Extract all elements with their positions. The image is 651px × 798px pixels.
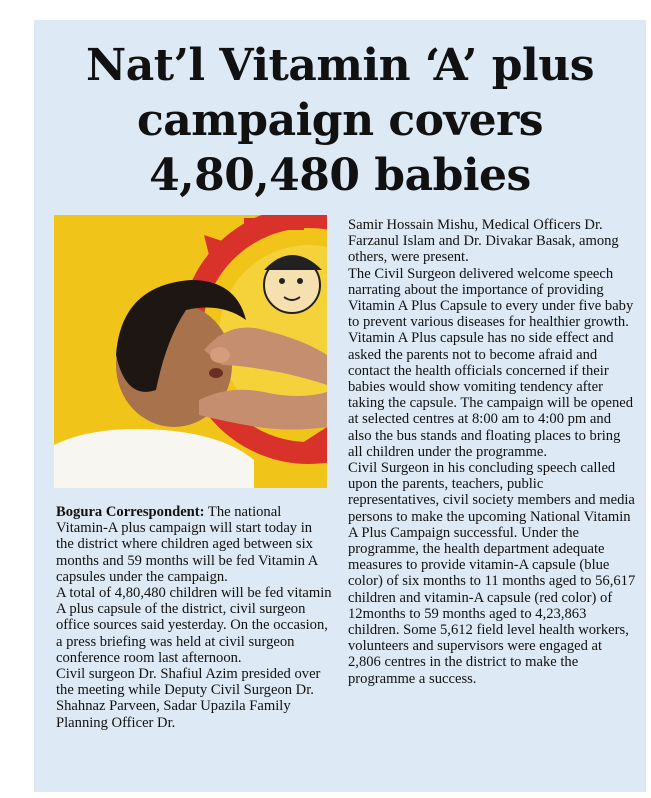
- paragraph: Vitamin A Plus capsule has no side effect and asked the parents not to become afraid and contact the health officials concerned if their babies would show vomiting tendency after taking the capsule. The campaign will be opened at selected centres at 8:00 am to 4:00 pm and also the bus stands and floating places to bring all children under the programme.: [348, 330, 634, 460]
- paragraph: Samir Hossain Mishu, Medical Officers Dr. Farzanul Islam and Dr. Divakar Basak, among others, were present.: [348, 217, 619, 266]
- left-column: [56, 504, 332, 731]
- child-vitamin-photo: [54, 215, 327, 488]
- paragraph: Civil surgeon Dr. Shafiul Azim presided over the meeting while Deputy Civil Surgeon Dr. Shahnaz Parveen, Sadar Upazila Family Planning Officer Dr.: [56, 666, 321, 731]
- paragraph: [56, 504, 332, 585]
- news-photo: [54, 215, 327, 488]
- headline-line-2: campaign covers: [136, 95, 544, 146]
- paragraph: A total of 4,80,480 children will be fed vitamin A plus capsule of the district, civil surgeon office sources said yesterday. On the occasion, a press briefing was held at civil surgeon conference room last afternoon.: [56, 585, 332, 666]
- right-column: [348, 217, 638, 687]
- paragraph: The Civil Surgeon delivered welcome speech narrating about the importance of providing Vitamin A Plus Capsule to every under five baby to prevent various diseases for healthier growth.: [348, 265, 634, 331]
- paragraph-text: The national Vitamin-A plus campaign will start today in the district where children aged between six months and 59 months will be fed Vitamin A capsules under the campaign.: [56, 504, 318, 585]
- headline-line-1: Nat’l Vitamin ‘A’ plus: [86, 40, 594, 91]
- byline: Bogura Correspondent:: [56, 504, 205, 520]
- headline: [34, 38, 646, 203]
- news-clipping: [34, 20, 646, 792]
- paragraph: Civil Surgeon in his concluding speech called upon the parents, teachers, public representatives, civil society members and media persons to make the upcoming National Vitamin A Plus Campaign successful. Under the programme, the health department adequate measures to provide vitamin-A capsule (blue color) of six months to 11 months aged to 56,617 children and vitamin-A capsule (red color) of 12months to 59 months aged to 4,23,863 children. Some 5,612 field level health workers, volunteers and supervisors were engaged at 2,806 centres in the district to make the programme a success.: [348, 460, 636, 687]
- headline-line-3: 4,80,480 babies: [149, 150, 531, 201]
